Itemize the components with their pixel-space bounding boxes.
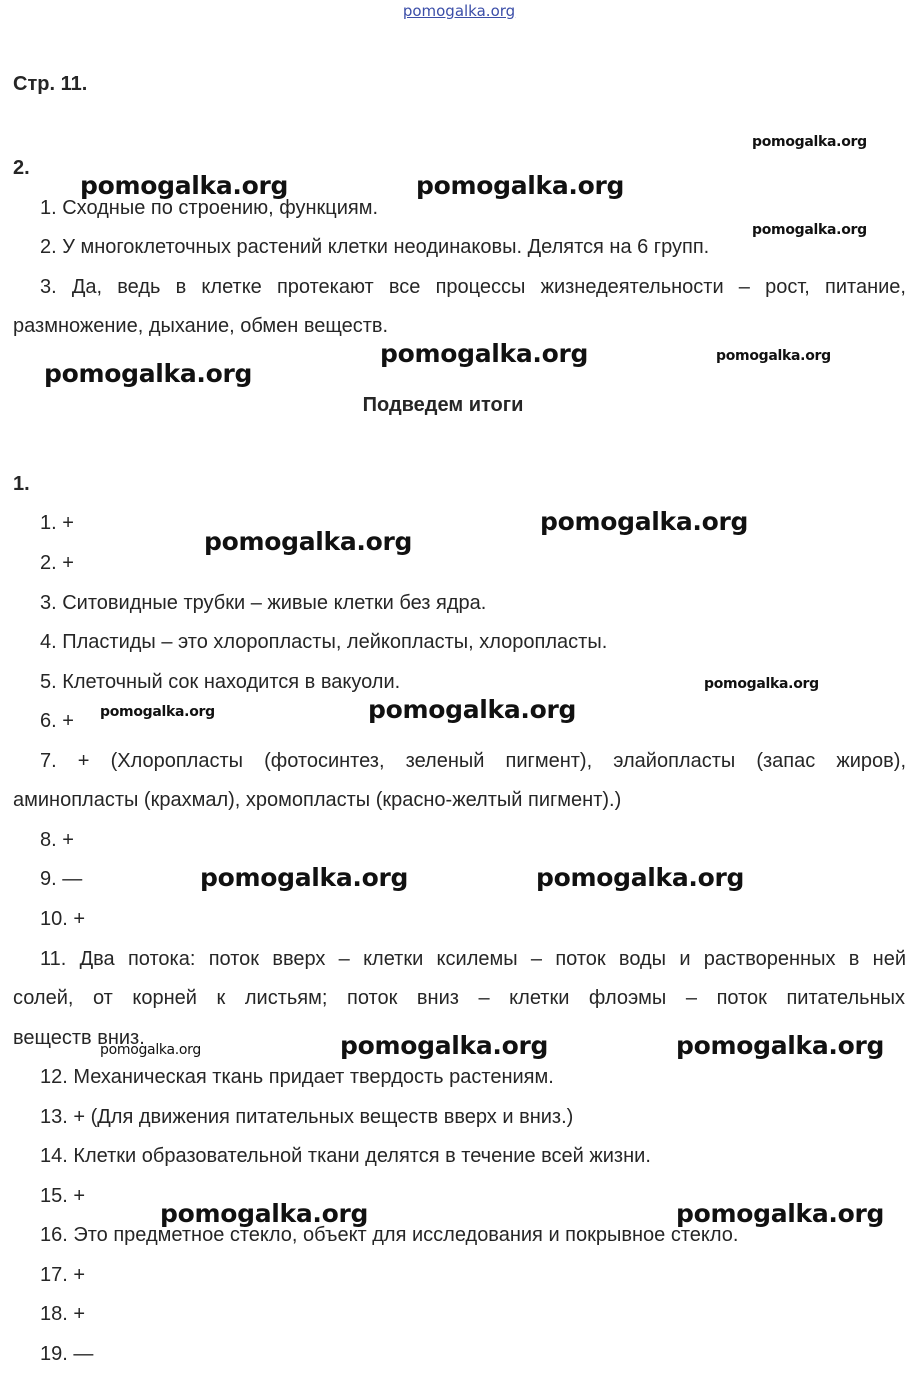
answer-line: 2. У многоклеточных растений клетки неодинаковы. Делятся на 6 групп. xyxy=(40,236,710,258)
answer-line: 6. + xyxy=(40,710,74,732)
answer-line: 17. + xyxy=(40,1264,86,1286)
watermark: pomogalka.org xyxy=(80,171,289,200)
watermark: pomogalka.org xyxy=(100,1042,201,1058)
answer-line: 19. — xyxy=(40,1343,94,1365)
answer-line: 11. Два потока: поток вверх – клетки ксилемы – поток воды и растворенных в ней xyxy=(40,948,906,970)
watermark: pomogalka.org xyxy=(676,1199,885,1228)
answer-line: 1. + xyxy=(40,512,74,534)
answer-line: 7. + (Хлоропласты (фотосинтез, зеленый пигмент), элайопласты (запас жиров), xyxy=(40,750,906,772)
answer-line: 1. Сходные по строению, функциям. xyxy=(40,197,379,219)
watermark: pomogalka.org xyxy=(160,1199,369,1228)
answer-line: размножение, дыхание, обмен веществ. xyxy=(13,315,389,337)
answer-line: 10. + xyxy=(40,908,86,930)
section-2-number: 2. xyxy=(13,157,30,179)
answer-line: 13. + (Для движения питательных веществ вверх и вниз.) xyxy=(40,1106,574,1128)
watermark: pomogalka.org xyxy=(44,359,253,388)
answer-line: 14. Клетки образовательной ткани делятся в течение всей жизни. xyxy=(40,1145,651,1167)
answer-line: 18. + xyxy=(40,1303,86,1325)
answer-line: веществ вниз. xyxy=(13,1027,145,1049)
answer-line: 5. Клеточный сок находится в вакуоли. xyxy=(40,671,401,693)
watermark: pomogalka.org xyxy=(676,1031,885,1060)
watermark: pomogalka.org xyxy=(540,507,749,536)
watermark: pomogalka.org xyxy=(204,527,413,556)
watermark: pomogalka.org xyxy=(704,676,819,692)
answer-line: 2. + xyxy=(40,552,74,574)
answer-line: 8. + xyxy=(40,829,74,851)
answer-line: 4. Пластиды – это хлоропласты, лейкопласты, хлоропласты. xyxy=(40,631,608,653)
page-reference: Стр. 11. xyxy=(13,73,88,95)
watermark: pomogalka.org xyxy=(380,339,589,368)
watermark: pomogalka.org xyxy=(200,863,409,892)
answer-line: 3. Да, ведь в клетке протекают все процессы жизнедеятельности – рост, питание, xyxy=(40,276,906,298)
watermark: pomogalka.org xyxy=(752,134,867,150)
answer-line: 9. — xyxy=(40,868,83,890)
answer-line: аминопласты (крахмал), хромопласты (красно-желтый пигмент).) xyxy=(13,789,622,811)
watermark: pomogalka.org xyxy=(716,348,831,364)
watermark: pomogalka.org xyxy=(340,1031,549,1060)
answer-line: 3. Ситовидные трубки – живые клетки без ядра. xyxy=(40,592,487,614)
answer-line: 12. Механическая ткань придает твердость растениям. xyxy=(40,1066,554,1088)
answer-line: 15. + xyxy=(40,1185,86,1207)
section-1-number: 1. xyxy=(13,473,30,495)
watermark: pomogalka.org xyxy=(752,222,867,238)
watermark: pomogalka.org xyxy=(368,695,577,724)
answer-line: 16. Это предметное стекло, объект для исследования и покрывное стекло. xyxy=(40,1224,739,1246)
watermark: pomogalka.org xyxy=(100,704,215,720)
watermark: pomogalka.org xyxy=(416,171,625,200)
site-header-link[interactable]: pomogalka.org xyxy=(402,2,516,20)
summary-heading: Подведем итоги xyxy=(362,394,524,416)
answer-line: солей, от корней к листьям; поток вниз – клетки флоэмы – поток питательных xyxy=(13,987,905,1009)
watermark: pomogalka.org xyxy=(536,863,745,892)
